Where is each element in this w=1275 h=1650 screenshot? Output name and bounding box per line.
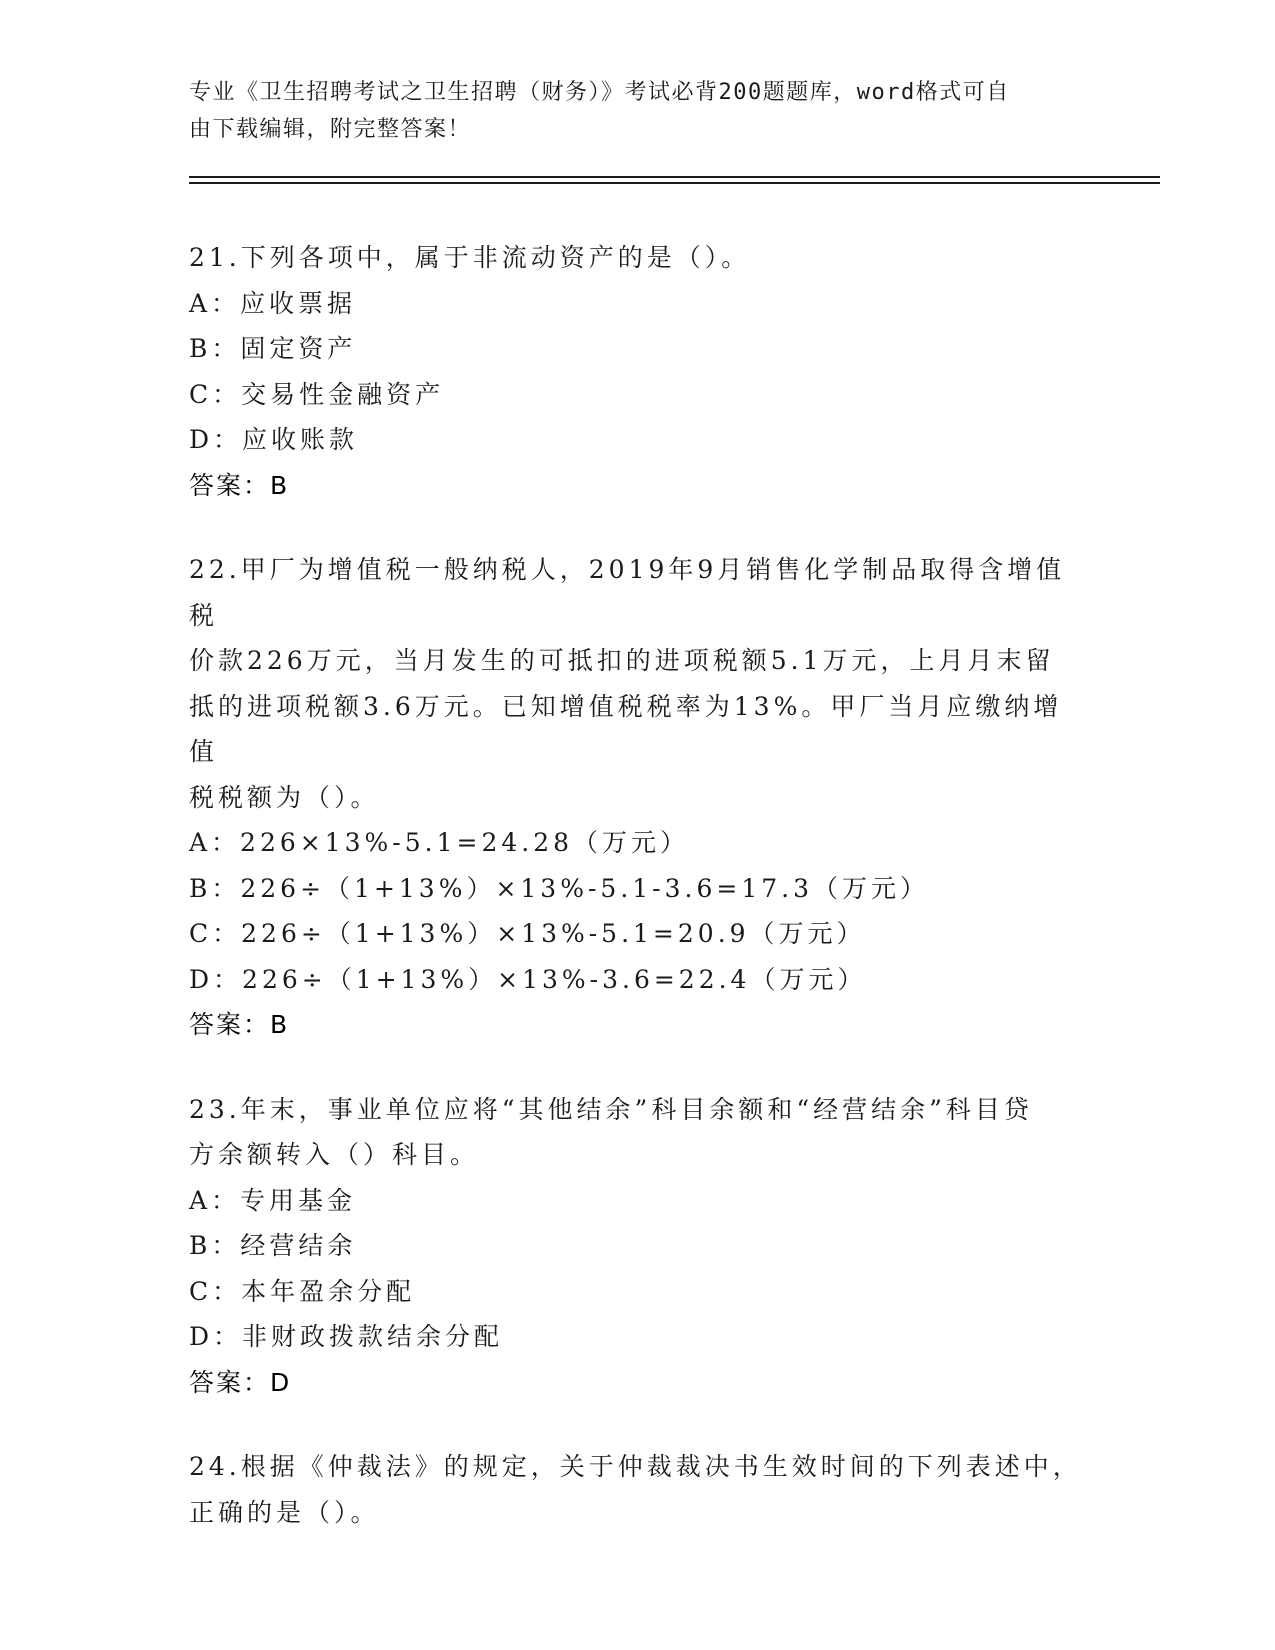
question-text: 价款226万元，当月发生的可抵扣的进项税额5.1万元，上月月末留: [189, 646, 1055, 675]
question-text: 正确的是（）。: [189, 1497, 380, 1527]
header-line-1: 专业《卫生招聘考试之卫生招聘（财务）》考试必背200题题库，word格式可自: [189, 80, 1010, 105]
option-c: C：本年盈余分配: [189, 1276, 416, 1306]
option-a: A：专用基金: [189, 1185, 357, 1215]
question-24: [189, 1444, 1089, 1535]
question-text: 21.下列各项中，属于非流动资产的是（）。: [189, 243, 751, 272]
header-line-2: 由下载编辑，附完整答案！: [189, 117, 472, 142]
option-b: B：经营结余: [189, 1231, 357, 1260]
question-text: 方余额转入（）科目。: [189, 1140, 480, 1169]
document-header: [189, 74, 1069, 148]
question-list: [189, 235, 1089, 1574]
question-text: 24.根据《仲裁法》的规定，关于仲裁裁决书生效时间的下列表述中，: [189, 1452, 1082, 1481]
answer-label: 答案：B: [189, 470, 290, 500]
header-divider-top: [189, 176, 1160, 178]
question-text: 22.甲厂为增值税一般纳税人，2019年9月销售化学制品取得含增值税: [189, 555, 1066, 630]
option-b: B：226÷（1+13%）×13%-5.1-3.6=17.3（万元）: [189, 873, 929, 903]
question-23: [189, 1087, 1089, 1406]
option-b: B：固定资产: [189, 334, 357, 363]
question-text: 抵的进项税额3.6万元。已知增值税税率为13%。甲厂当月应缴纳增值: [189, 691, 1063, 766]
answer-label: 答案：D: [189, 1367, 292, 1397]
option-c: C：交易性金融资产: [189, 379, 445, 409]
option-d: D：226÷（1+13%）×13%-3.6=22.4（万元）: [189, 964, 867, 994]
option-a: A：226×13%-5.1=24.28（万元）: [189, 828, 690, 857]
question-text: 23.年末，事业单位应将“其他结余”科目余额和“经营结余”科目贷: [189, 1094, 1033, 1124]
header-divider-bottom: [189, 182, 1160, 184]
answer-label: 答案：B: [189, 1010, 290, 1039]
option-d: D：应收账款: [189, 425, 359, 454]
question-text: 税税额为（）。: [189, 782, 380, 812]
option-a: A：应收票据: [189, 288, 357, 318]
question-21: [189, 235, 1089, 508]
option-c: C：226÷（1+13%）×13%-5.1=20.9（万元）: [189, 919, 866, 948]
question-22: [189, 547, 1089, 1048]
option-d: D：非财政拨款结余分配: [189, 1322, 504, 1351]
